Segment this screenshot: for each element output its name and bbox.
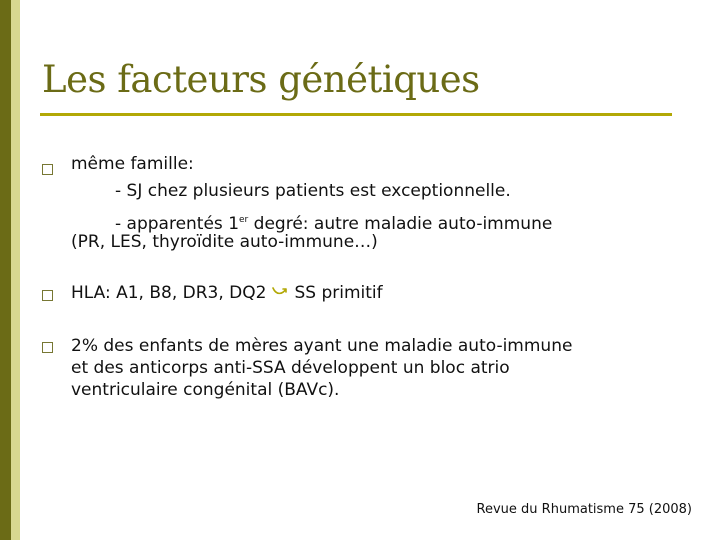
bullet-1-line-4: (PR, LES, thyroïdite auto-immune…) xyxy=(71,232,378,252)
superscript-er: er xyxy=(239,215,249,225)
bullet-1-line-3-start: - apparentés 1 xyxy=(115,214,240,234)
bullet-1-line-3-end: degré: autre maladie auto-immune xyxy=(248,214,553,234)
bullet-square-icon xyxy=(42,290,53,301)
sidebar-dark-bar xyxy=(0,0,11,540)
arrow-icon xyxy=(272,286,288,296)
bullet-3-line-3: ventriculaire congénital (BAVc). xyxy=(71,380,340,400)
citation: Revue du Rhumatisme 75 (2008) xyxy=(476,502,692,517)
bullet-1-line-1: même famille: xyxy=(71,154,194,174)
bullet-3-line-2: et des anticorps anti-SSA développent un bloc atrio xyxy=(71,358,510,378)
bullet-square-icon xyxy=(42,164,53,175)
bullet-1-line-2: - SJ chez plusieurs patients est exceptionnelle. xyxy=(115,181,511,201)
ss-primitif-text: SS primitif xyxy=(294,283,383,303)
slide-title: Les facteurs génétiques xyxy=(42,58,480,101)
title-underline xyxy=(40,113,672,116)
sidebar-light-bar xyxy=(11,0,20,540)
bullet-square-icon xyxy=(42,342,53,353)
bullet-3-line-1: 2% des enfants de mères ayant une maladie auto-immune xyxy=(71,336,573,356)
bullet-2-line xyxy=(71,283,383,304)
hla-text: HLA: A1, B8, DR3, DQ2 xyxy=(71,283,267,303)
